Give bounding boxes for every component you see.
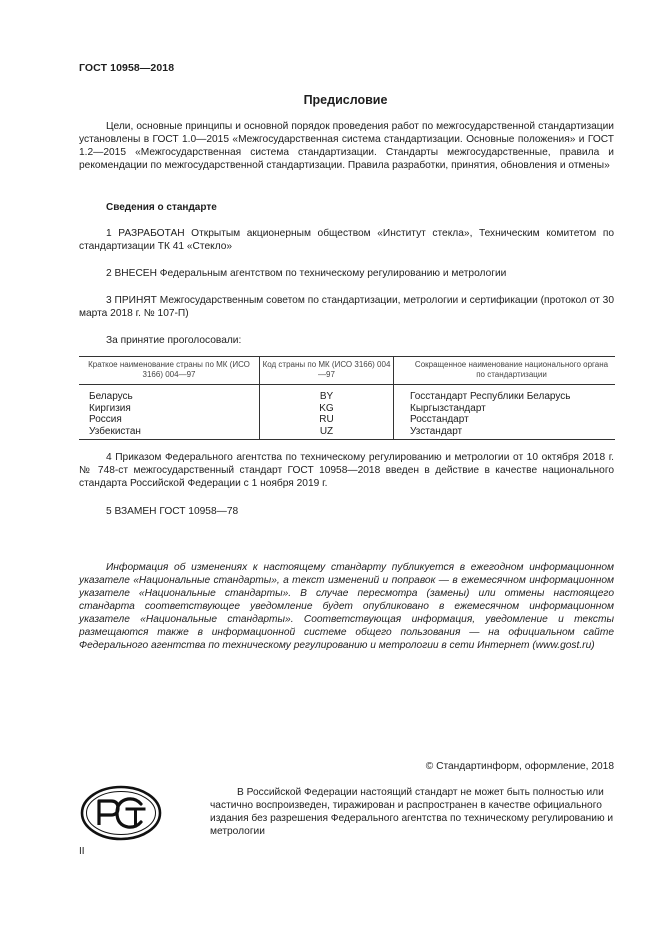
page-number: II bbox=[79, 846, 85, 857]
table-row bbox=[79, 385, 615, 403]
standard-info-subtitle: Сведения о стандарте bbox=[106, 202, 217, 213]
column-header-country: Краткое наименование страны по МК (ИСО 3166) 004—97 bbox=[79, 357, 260, 385]
rst-logo-graphic bbox=[80, 784, 162, 842]
rst-logo-icon bbox=[80, 784, 162, 842]
info-notice-paragraph bbox=[79, 561, 614, 652]
item-4-text: 4 Приказом Федерального агентства по техническому регулированию и метрологии от 10 октября 2018 г. № 748-ст межгосударственный стандарт ГОСТ 10958—2018 введен в действие в качестве национального стандарта Российской Федерации с 1 ноября 2019 г. bbox=[79, 452, 614, 489]
item-4-paragraph bbox=[79, 451, 614, 490]
voted-label-paragraph bbox=[79, 334, 614, 347]
country-cell: Россия bbox=[79, 414, 260, 426]
column-header-body: Сокращенное наименование национального органа по стандартизации bbox=[394, 357, 616, 385]
item-3-paragraph bbox=[79, 294, 614, 320]
legal-notice-text: В Российской Федерации настоящий стандарт не может быть полностью или частично воспроизведен, тиражирован и распространен в качестве официального издания без разрешения Федерального агентства по техническому регулированию и метрологии bbox=[210, 787, 614, 837]
country-cell: Беларусь bbox=[79, 385, 260, 403]
standard-header: ГОСТ 10958—2018 bbox=[79, 62, 175, 74]
country-cell: Узбекистан bbox=[79, 426, 260, 440]
table-row bbox=[79, 426, 615, 440]
vote-table bbox=[79, 356, 615, 440]
code-cell: UZ bbox=[260, 426, 394, 440]
column-header-code: Код страны по МК (ИСО 3166) 004—97 bbox=[260, 357, 394, 385]
item-2-paragraph bbox=[79, 267, 614, 280]
table-row bbox=[79, 403, 615, 415]
item-3-text: 3 ПРИНЯТ Межгосударственным советом по стандартизации, метрологии и сертификации (протокол от 30 марта 2018 г. № 107-П) bbox=[79, 295, 614, 319]
body-cell: Узстандарт bbox=[394, 426, 616, 440]
legal-notice-paragraph bbox=[210, 786, 615, 838]
preface-intro-text: Цели, основные принципы и основной порядок проведения работ по межгосударственной стандартизации установлены в ГОСТ 1.0—2015 «Межгосударственная система стандартизации. Основные положения» и ГОСТ 1.2—2015 «Межгосударственная система стандартизации. Стандарты межгосударственные, правила и рекомендации по межгосударственной стандартизации. Правила разработки, принятия, обновления и отмены» bbox=[79, 121, 614, 171]
item-5-text: 5 ВЗАМЕН ГОСТ 10958—78 bbox=[106, 506, 239, 517]
item-2-text: 2 ВНЕСЕН Федеральным агентством по техническому регулированию и метрологии bbox=[106, 268, 507, 279]
body-cell: Кыргызстандарт bbox=[410, 402, 486, 414]
info-notice-text: Информация об изменениях к настоящему стандарту публикуется в ежегодном информационном указателе «Национальные стандарты», а текст изменений и поправок — в ежемесячном информационном указателе «Национальные стандарты». В случае пересмотра (замены) или отмены настоящего стандарта соответствующее уведомление будет опубликовано в ежемесячном информационном указателе «Национальные стандарты». Соответствующая информация, уведомление и тексты размещаются также в информационной системе общего пользования — на официальном сайте Федерального агентства по техническому регулированию и метрологии в сети Интернет (www.gost.ru) bbox=[79, 562, 614, 651]
vote-table-header-row bbox=[79, 357, 615, 385]
country-cell: Киргизия bbox=[79, 403, 260, 415]
code-cell: BY bbox=[260, 385, 394, 403]
voted-label: За принятие проголосовали: bbox=[106, 335, 242, 346]
item-1-text: 1 РАЗРАБОТАН Открытым акционерным обществом «Институт стекла», Техническим комитетом по стандартизации ТК 41 «Стекло» bbox=[79, 228, 614, 252]
table-row bbox=[79, 414, 615, 426]
code-cell: KG bbox=[260, 403, 394, 415]
code-cell: RU bbox=[260, 414, 394, 426]
preface-intro-paragraph bbox=[79, 120, 614, 172]
preface-title: Предисловие bbox=[303, 93, 388, 107]
body-cell: Росстандарт bbox=[410, 414, 469, 425]
copyright-notice: © Стандартинформ, оформление, 2018 bbox=[425, 761, 614, 772]
item-1-paragraph bbox=[79, 227, 614, 253]
item-5-paragraph bbox=[79, 505, 614, 518]
body-cell: Госстандарт Республики Беларусь bbox=[410, 391, 571, 402]
